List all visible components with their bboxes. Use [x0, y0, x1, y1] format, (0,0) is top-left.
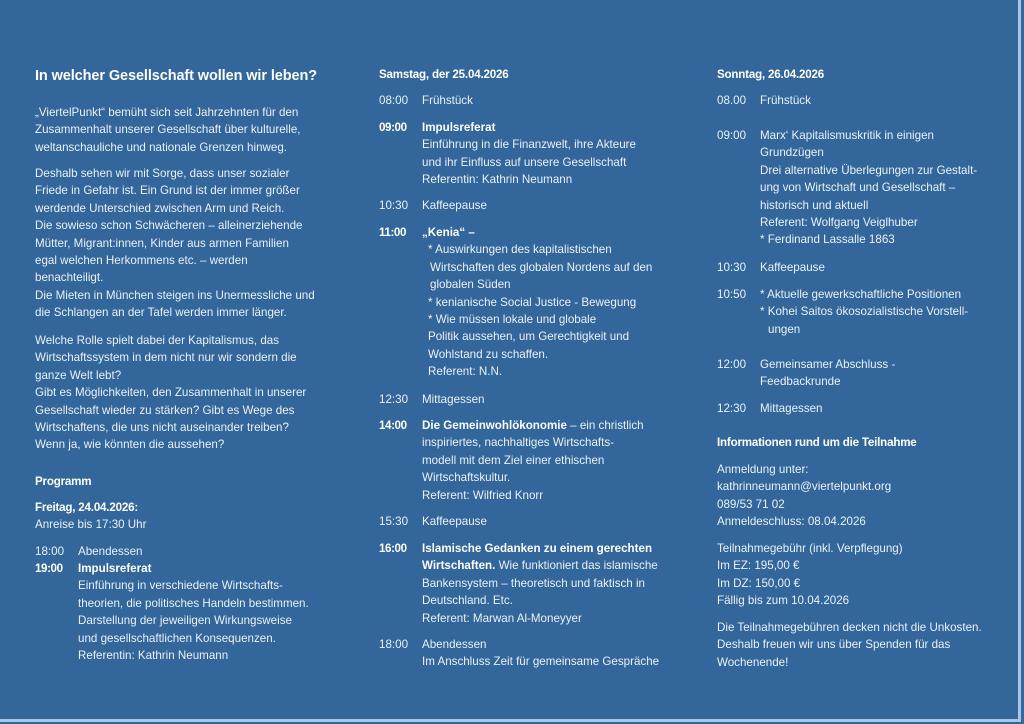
- phone-number: 089/53 71 02: [717, 497, 785, 511]
- schedule-item: [379, 391, 485, 408]
- item-title: Die Gemeinwohlökonomie: [422, 419, 567, 432]
- item-time: 09:00: [379, 121, 407, 134]
- text-line: inspiriertes, nachhaltiges Wirtschafts-: [422, 436, 615, 450]
- text-line: Politik aussehen, um Gerechtigkeit und: [428, 330, 630, 344]
- item-description: [760, 286, 968, 338]
- text-line: globalen Süden: [430, 278, 511, 292]
- programm-heading: Programm: [35, 475, 92, 488]
- schedule-item: [717, 356, 895, 391]
- text-line: Wirtschaften des globalen Nordens auf den: [430, 260, 653, 274]
- item-time: 18:00: [379, 638, 409, 651]
- text-line: die Schlangen an der Tafel werden immer länger.: [35, 306, 287, 320]
- text-line: Wie funktioniert das islamische: [495, 559, 658, 573]
- item-time: 16:00: [379, 542, 407, 555]
- text-line: * kenianische Social Justice - Bewegung: [428, 295, 637, 309]
- text-line: Wenn ja, wie könnten die aussehen?: [35, 438, 225, 452]
- item-title: Frühstück: [422, 94, 473, 107]
- item-title: Kaffeepause: [422, 515, 487, 528]
- item-title: Gemeinsamer Abschluss -: [760, 358, 896, 371]
- text-line: Referent: Wilfried Knorr: [422, 488, 544, 502]
- text-line: Die Teilnahmegebühren decken nicht die Unkosten.: [717, 621, 982, 634]
- schedule-item: [379, 92, 473, 109]
- item-title: „Kenia“ –: [422, 226, 475, 239]
- text-line: Grundzügen: [760, 146, 824, 160]
- schedule-item: [35, 543, 142, 560]
- text-line: – ein christlich: [566, 419, 644, 432]
- registration-info: [717, 461, 891, 531]
- item-time: 12:30: [379, 393, 409, 406]
- text-line: Darstellung der jeweiligen Wirkungsweise: [78, 614, 292, 628]
- schedule-item: [717, 127, 977, 249]
- item-title: Abendessen: [78, 545, 143, 558]
- item-time: 19:00: [35, 562, 63, 575]
- email-link[interactable]: kathrinneumann@viertelpunkt.org: [717, 480, 892, 494]
- item-description: [422, 417, 644, 504]
- friday-arrival: Anreise bis 17:30 Uhr: [35, 518, 147, 532]
- item-time: 18:00: [35, 545, 65, 558]
- item-time: 10:50: [717, 288, 747, 301]
- item-title: Kaffeepause: [422, 199, 487, 212]
- item-time: 11:00: [379, 226, 407, 239]
- text-line: Referent: Wolfgang Veiglhuber: [760, 216, 918, 230]
- text-line: Einführung in die Finanzwelt, ihre Akteure: [422, 138, 636, 152]
- text-line: Wirtschaftskultur.: [422, 471, 511, 485]
- text-line: Referentin: Kathrin Neumann: [422, 173, 573, 187]
- item-description: [760, 356, 895, 391]
- schedule-item: [379, 197, 487, 214]
- schedule-item: [379, 513, 487, 530]
- item-time: 12:00: [717, 358, 747, 371]
- item-title: Impulsreferat: [422, 121, 496, 134]
- friday-header: [35, 499, 355, 534]
- schedule-item: [379, 119, 636, 189]
- text-line: egal welchen Herkommens etc. – werden: [35, 254, 248, 268]
- schedule-item: [717, 259, 825, 276]
- item-time: 15:30: [379, 515, 409, 528]
- item-title: Mittagessen: [422, 393, 485, 406]
- text-line: und ihr Einfluss auf unsere Gesellschaft: [422, 155, 627, 169]
- item-description: [422, 224, 652, 381]
- text-line: Fällig bis zum 10.04.2026: [717, 594, 850, 608]
- schedule-item: [379, 636, 659, 671]
- text-line: Wohlstand zu schaffen.: [428, 347, 549, 361]
- text-line: * Kohei Saitos ökosozialistische Vorstell-: [760, 305, 969, 319]
- text-line: theorien, die politisches Handeln bestimmen.: [78, 596, 309, 610]
- saturday-date: Samstag, der 25.04.2026: [379, 68, 509, 81]
- item-title: Islamische Gedanken zu einem gerechten: [422, 542, 653, 555]
- item-time: 12:30: [717, 402, 747, 415]
- text-line: Deutschland. Etc.: [422, 594, 513, 608]
- text-line: * Auswirkungen des kapitalistischen: [428, 243, 612, 257]
- item-title: Marx‘ Kapitalismuskritik in einigen: [760, 129, 934, 142]
- schedule-item: [379, 417, 644, 504]
- text-line: historisch und aktuell: [760, 198, 869, 212]
- text-line: Wirtschaftssystem in dem nicht nur wir sondern die: [35, 351, 297, 365]
- item-title: Impulsreferat: [78, 562, 152, 575]
- item-time: 08.00: [717, 94, 747, 107]
- schedule-item: [35, 560, 309, 664]
- text-line: Bankensystem – theoretisch und faktisch in: [422, 576, 645, 590]
- intro-paragraph-2: [35, 165, 355, 322]
- text-line: Referentin: Kathrin Neumann: [78, 649, 229, 663]
- text-line: benachteiligt.: [35, 271, 104, 285]
- text-line: Die sowieso schon Schwächeren – alleinerziehende: [35, 219, 303, 233]
- item-time: 09:00: [717, 129, 747, 142]
- text-line: werdende Unterschied zwischen Arm und Reich.: [35, 201, 285, 215]
- text-line: Anmeldeschluss: 08.04.2026: [717, 515, 866, 529]
- schedule-item: [717, 286, 968, 338]
- donation-note: [717, 619, 982, 671]
- text-line: Referent: N.N.: [428, 365, 503, 379]
- item-time: 08:00: [379, 94, 409, 107]
- item-time: 14:00: [379, 419, 407, 432]
- text-line: * Ferdinand Lassalle 1863: [760, 233, 895, 247]
- item-time: 10:30: [379, 199, 409, 212]
- text-line: Im DZ: 150,00 €: [717, 576, 801, 590]
- item-title: Abendessen: [422, 638, 487, 651]
- text-line: Mütter, Migrant:innen, Kinder aus armen Familien: [35, 236, 289, 250]
- text-line: Wirtschaftens, die uns nicht auseinander treiben?: [35, 421, 289, 435]
- item-title: * Aktuelle gewerkschaftliche Positionen: [760, 288, 962, 301]
- text-line: Wochenende!: [717, 655, 789, 669]
- item-title: Wirtschaften.: [422, 559, 496, 573]
- text-line: „ViertelPunkt“ bemüht sich seit Jahrzehnten für den: [35, 106, 299, 119]
- text-line: * Wie müssen lokale und globale: [428, 313, 597, 327]
- text-line: Drei alternative Überlegungen zur Gestalt-: [760, 163, 978, 177]
- item-time: 10:30: [717, 261, 747, 274]
- schedule-item: [379, 224, 652, 381]
- fee-info: [717, 540, 903, 610]
- text-line: Teilnahmegebühr (inkl. Verpflegung): [717, 542, 903, 555]
- text-line: und gesellschaftlichen Konsequenzen.: [78, 631, 276, 645]
- text-line: Einführung in verschiedene Wirtschafts-: [78, 579, 283, 593]
- intro-paragraph-1: [35, 104, 355, 156]
- item-description: [422, 636, 659, 671]
- item-title: Kaffeepause: [760, 261, 825, 274]
- text-line: Gesellschaft wieder zu stärken? Gibt es Wege des: [35, 403, 295, 417]
- item-description: [760, 127, 977, 249]
- item-description: [422, 119, 636, 189]
- friday-date: Freitag, 24.04.2026:: [35, 501, 138, 514]
- text-line: Deshalb freuen wir uns über Spenden für das: [717, 638, 951, 652]
- text-line: Welche Rolle spielt dabei der Kapitalismus, das: [35, 334, 280, 347]
- text-line: ung von Wirtschaft und Gesellschaft –: [760, 181, 956, 195]
- text-line: Im Anschluss Zeit für gemeinsame Gespräche: [422, 655, 660, 669]
- text-line: Friede in Gefahr ist. Ein Grund ist der immer größer: [35, 184, 300, 198]
- text-line: Deshalb sehen wir mit Sorge, dass unser sozialer: [35, 167, 290, 180]
- text-line: Gibt es Möglichkeiten, den Zusammenhalt in unserer: [35, 386, 307, 400]
- info-heading: Informationen rund um die Teilnahme: [717, 436, 917, 449]
- item-title: Mittagessen: [760, 402, 823, 415]
- schedule-item: [717, 400, 823, 417]
- text-line: Referent: Marwan Al-Moneyyer: [422, 611, 582, 625]
- intro-paragraph-3: [35, 332, 355, 454]
- text-line: modell mit dem Ziel einer ethischen: [422, 453, 605, 467]
- schedule-item: [379, 540, 658, 627]
- text-line: Zusammenhalt unserer Gesellschaft über kulturelle,: [35, 123, 301, 137]
- text-line: Die Mieten in München steigen ins Unermessliche und: [35, 288, 315, 302]
- item-description: [422, 540, 658, 627]
- text-line: ganze Welt lebt?: [35, 368, 122, 382]
- sunday-date: Sonntag, 26.04.2026: [717, 68, 825, 81]
- text-line: Im EZ: 195,00 €: [717, 559, 800, 573]
- text-line: Anmeldung unter:: [717, 463, 809, 476]
- item-title: Frühstück: [760, 94, 811, 107]
- item-description: [78, 560, 309, 664]
- text-line: ungen: [768, 322, 801, 336]
- page-title: In welcher Gesellschaft wollen wir leben?: [35, 68, 317, 84]
- schedule-item: [717, 92, 811, 109]
- text-line: Feedbackrunde: [760, 375, 841, 389]
- text-line: weltanschauliche und nationale Grenzen hinweg.: [35, 140, 288, 154]
